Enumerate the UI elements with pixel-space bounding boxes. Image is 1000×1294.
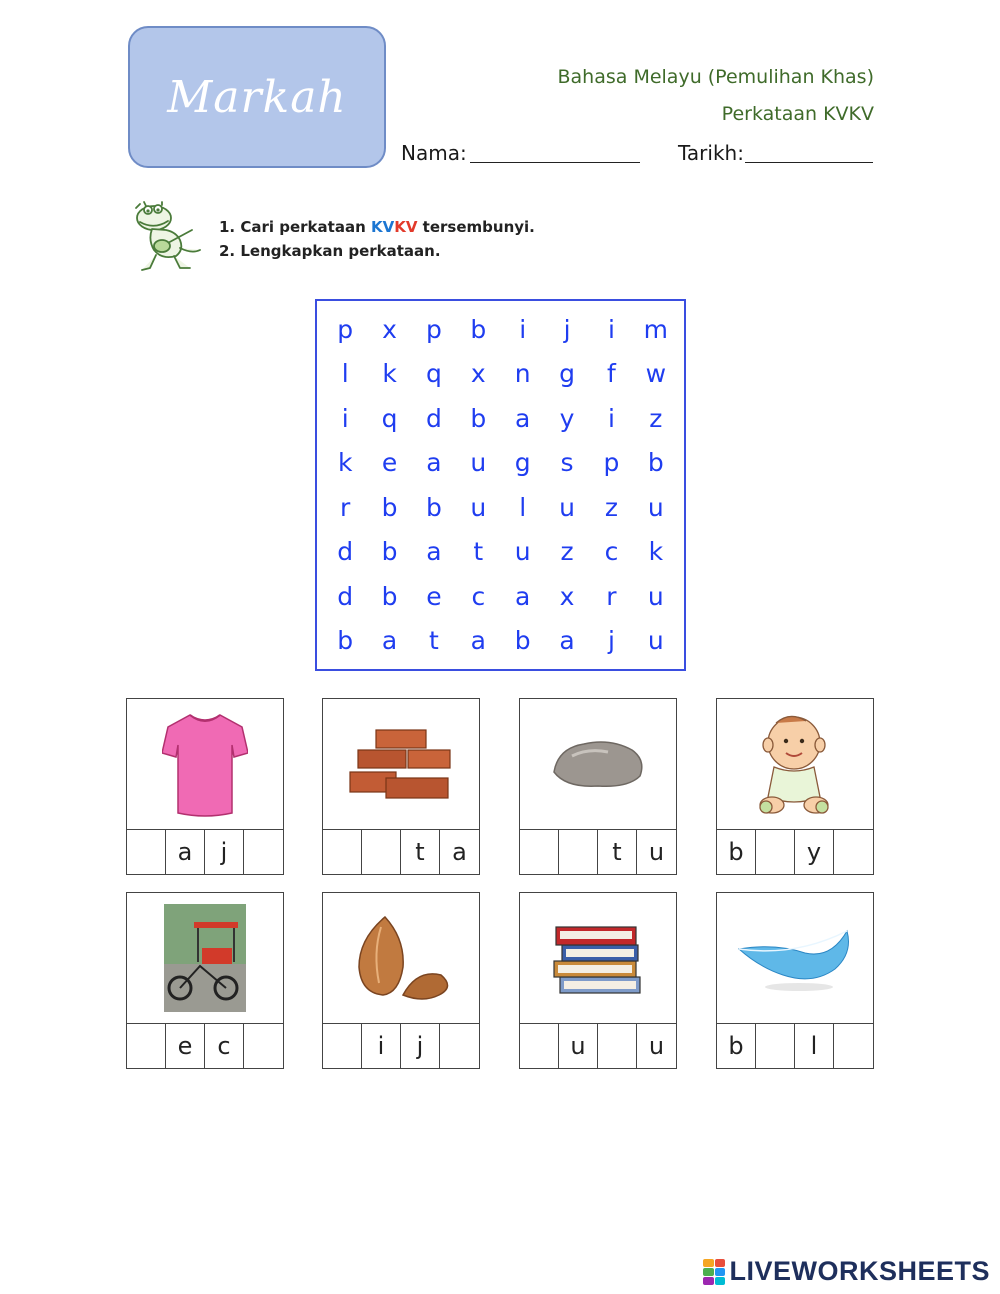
- letter-box: i: [362, 1024, 401, 1068]
- letter-box: l: [795, 1024, 834, 1068]
- letter-box[interactable]: [559, 830, 598, 874]
- grid-letter[interactable]: b: [470, 314, 487, 344]
- almond-seeds-icon: [351, 913, 451, 1003]
- grid-letter[interactable]: b: [470, 403, 487, 433]
- letter-box[interactable]: [440, 1024, 479, 1068]
- grid-letter[interactable]: a: [515, 403, 531, 433]
- grid-letter[interactable]: d: [337, 581, 354, 611]
- letter-box[interactable]: [756, 830, 795, 874]
- letter-boxes: [520, 1024, 676, 1068]
- letter-box[interactable]: [323, 1024, 362, 1068]
- grid-letter[interactable]: k: [382, 359, 397, 389]
- instruction-1: [219, 218, 535, 236]
- letter-box[interactable]: [244, 1024, 283, 1068]
- word-card-trishaw: [126, 892, 284, 1069]
- grid-letter[interactable]: u: [470, 448, 487, 478]
- grid-letter[interactable]: q: [381, 403, 398, 433]
- letter-box: u: [559, 1024, 598, 1068]
- grid-letter[interactable]: x: [559, 581, 575, 611]
- grid-letter[interactable]: u: [647, 492, 664, 522]
- liveworksheets-branding: [703, 1256, 990, 1287]
- bricks-picture: [323, 699, 479, 830]
- word-card-shirt: [126, 698, 284, 875]
- grid-letter[interactable]: x: [382, 314, 397, 344]
- letter-box[interactable]: [756, 1024, 795, 1068]
- grid-letter[interactable]: q: [426, 359, 442, 389]
- brand-text: LIVEWORKSHEETS: [729, 1256, 990, 1286]
- grid-letter[interactable]: i: [341, 403, 349, 433]
- grid-letter[interactable]: b: [337, 626, 354, 656]
- baby-picture: [717, 699, 873, 830]
- baby-icon: [750, 709, 840, 819]
- word-search-grid[interactable]: [315, 299, 686, 671]
- kv-blue-text: KV: [370, 218, 395, 236]
- letter-box[interactable]: [520, 1024, 559, 1068]
- letter-box: j: [401, 1024, 440, 1068]
- letter-boxes: [323, 830, 479, 874]
- grid-letter[interactable]: l: [341, 359, 349, 389]
- letter-box: b: [717, 1024, 756, 1068]
- grid-letter[interactable]: x: [470, 359, 486, 389]
- grid-letter[interactable]: l: [519, 492, 527, 522]
- letter-box: a: [166, 830, 205, 874]
- letter-boxes: [520, 830, 676, 874]
- grid-letter[interactable]: j: [607, 626, 615, 656]
- letter-box: u: [648, 1032, 665, 1060]
- grid-letter[interactable]: z: [604, 492, 618, 522]
- name-input-line[interactable]: [470, 162, 640, 163]
- grid-letter[interactable]: i: [607, 314, 615, 344]
- word-card-books: [519, 892, 677, 1069]
- grid-letter[interactable]: b: [381, 537, 398, 567]
- grid-letter[interactable]: a: [426, 537, 442, 567]
- grid-letter[interactable]: b: [381, 581, 398, 611]
- letter-boxes: [717, 1024, 873, 1068]
- grid-letter[interactable]: t: [429, 626, 439, 656]
- pink-shirt-icon: [162, 709, 248, 819]
- feather-picture: [717, 893, 873, 1024]
- grid-letter[interactable]: m: [643, 314, 668, 344]
- grid-letter[interactable]: a: [559, 626, 575, 656]
- letter-box: a: [452, 838, 467, 866]
- grid-letter[interactable]: a: [515, 581, 531, 611]
- letter-box[interactable]: [127, 830, 166, 874]
- grid-letter[interactable]: p: [603, 448, 620, 478]
- trishaw-icon: [164, 904, 246, 1012]
- word-card-feather: [716, 892, 874, 1069]
- grid-letter[interactable]: t: [473, 537, 484, 567]
- grid-letter[interactable]: a: [381, 626, 398, 656]
- grid-letter[interactable]: e: [426, 581, 442, 611]
- instruction-2: 2. Lengkapkan perkataan.: [219, 242, 441, 260]
- grid-letter[interactable]: r: [340, 492, 351, 522]
- word-card-bricks: [322, 698, 480, 875]
- grid-letter[interactable]: g: [514, 448, 531, 478]
- letter-box[interactable]: [127, 1024, 166, 1068]
- grid-letter[interactable]: w: [645, 359, 667, 389]
- letter-box: t: [401, 830, 440, 874]
- grid-letter[interactable]: i: [519, 314, 527, 344]
- grid-letter[interactable]: n: [514, 359, 531, 389]
- grid-letter[interactable]: a: [470, 626, 486, 656]
- letter-box[interactable]: [598, 1024, 637, 1068]
- grid-letter[interactable]: c: [604, 537, 619, 567]
- grid-letter[interactable]: e: [381, 448, 398, 478]
- letter-boxes: [717, 830, 873, 874]
- date-label: Tarikh:: [678, 141, 744, 165]
- grid-letter[interactable]: u: [559, 492, 575, 522]
- letter-box[interactable]: [834, 830, 873, 874]
- letter-box[interactable]: [244, 830, 283, 874]
- letter-boxes: [127, 1024, 283, 1068]
- grid-letter[interactable]: f: [607, 359, 616, 389]
- grid-letter[interactable]: g: [559, 359, 575, 389]
- letter-box[interactable]: [520, 830, 559, 874]
- bricks-icon: [346, 724, 456, 804]
- grid-letter[interactable]: k: [337, 448, 353, 478]
- stone-icon: [548, 734, 648, 794]
- books-picture: [520, 893, 676, 1024]
- word-card-seed: [322, 892, 480, 1069]
- grid-letter[interactable]: d: [426, 403, 442, 433]
- grid-letter[interactable]: r: [606, 581, 617, 611]
- feather-icon: [735, 923, 855, 993]
- letter-boxes: [323, 1024, 479, 1068]
- grid-letter[interactable]: u: [470, 492, 487, 522]
- grid-letter[interactable]: b: [514, 626, 531, 656]
- word-card-stone: [519, 698, 677, 875]
- instruction-1-text: 1. Cari perkataan: [219, 218, 371, 236]
- grid-letter[interactable]: u: [647, 581, 664, 611]
- letter-box[interactable]: [834, 1024, 873, 1068]
- grid-letter[interactable]: c: [471, 581, 486, 611]
- stone-picture: [520, 699, 676, 830]
- letter-box[interactable]: [362, 830, 401, 874]
- letter-box: t: [598, 830, 637, 874]
- letter-box: b: [717, 830, 756, 874]
- liveworksheets-logo-icon: [703, 1259, 725, 1285]
- grid-letter[interactable]: p: [337, 314, 354, 344]
- letter-box: j: [205, 830, 244, 874]
- letter-box: e: [166, 1024, 205, 1068]
- grid-letter[interactable]: u: [647, 626, 664, 656]
- grid-letter[interactable]: u: [514, 537, 531, 567]
- grid-letter[interactable]: k: [648, 537, 664, 567]
- grid-letter[interactable]: y: [559, 403, 575, 433]
- letter-box: u: [648, 838, 665, 866]
- letter-boxes: [127, 830, 283, 874]
- grid-letter[interactable]: b: [381, 492, 398, 522]
- topic-title: Perkataan KVKV: [721, 103, 874, 125]
- trishaw-picture: [127, 893, 283, 1024]
- grid-letter[interactable]: b: [426, 492, 442, 522]
- name-label: Nama:: [401, 141, 467, 165]
- grid-letter[interactable]: z: [560, 537, 574, 567]
- dinosaur-guitar-icon: [132, 200, 204, 274]
- letter-box[interactable]: [323, 830, 362, 874]
- grid-letter[interactable]: z: [649, 403, 663, 433]
- subject-title: Bahasa Melayu (Pemulihan Khas): [557, 66, 874, 88]
- grid-letter[interactable]: b: [647, 448, 664, 478]
- word-card-baby: [716, 698, 874, 875]
- shirt-picture: [127, 699, 283, 830]
- grid-letter[interactable]: d: [337, 537, 354, 567]
- seed-picture: [323, 893, 479, 1024]
- date-input-line[interactable]: [745, 162, 873, 163]
- grid-letter[interactable]: i: [607, 403, 615, 433]
- books-icon: [550, 913, 646, 1003]
- instruction-1-suffix: tersembunyi.: [417, 218, 535, 236]
- grid-letter[interactable]: a: [426, 448, 442, 478]
- grid-letter[interactable]: p: [426, 314, 442, 344]
- score-box: [128, 26, 386, 168]
- grid-letter[interactable]: s: [560, 448, 574, 478]
- kv-red-text: KV: [394, 218, 418, 236]
- score-label: Markah: [167, 71, 347, 123]
- letter-box: c: [205, 1024, 244, 1068]
- letter-box: y: [795, 830, 834, 874]
- grid-letter[interactable]: j: [563, 314, 571, 344]
